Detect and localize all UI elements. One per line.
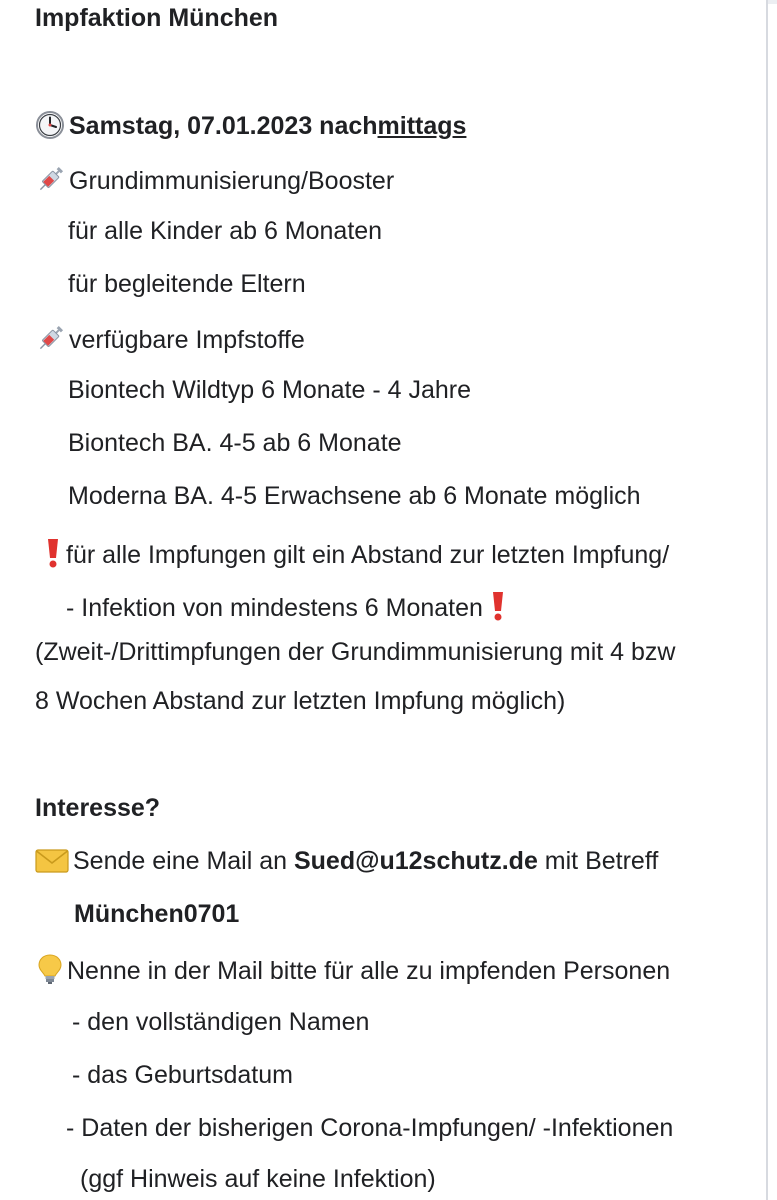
- mail-prefix: Sende eine Mail an: [73, 847, 294, 875]
- mail-line: [35, 846, 658, 877]
- vaccines-heading: verfügbare Impfstoffe: [69, 326, 305, 354]
- vaccination-line: für begleitende Eltern: [68, 270, 306, 298]
- info-item: - den vollständigen Namen: [72, 1008, 370, 1036]
- vaccine-item: Biontech BA. 4-5 ab 6 Monate: [68, 429, 402, 457]
- envelope-icon: [35, 847, 69, 877]
- info-heading: Nenne in der Mail bitte für alle zu impfenden Personen: [67, 957, 671, 985]
- vaccines-heading-line: [35, 322, 305, 355]
- date-text: Samstag, 07.01.2023 nach: [69, 112, 378, 140]
- info-heading-line: [35, 953, 670, 986]
- vaccination-heading: Grundimmunisierung/Booster: [69, 167, 395, 195]
- warning-text-1: für alle Impfungen gilt ein Abstand zur letzten Impfung/: [66, 541, 670, 569]
- vaccine-item: Biontech Wildtyp 6 Monate - 4 Jahre: [68, 376, 471, 404]
- page-title: Impfaktion München: [35, 4, 279, 32]
- mail-subject: München0701: [74, 900, 240, 928]
- info-item: (ggf Hinweis auf keine Infektion): [80, 1165, 436, 1193]
- vaccination-heading-line: [35, 163, 394, 196]
- info-item: - das Geburtsdatum: [72, 1061, 293, 1089]
- warning-text-2: - Infektion von mindestens 6 Monaten: [66, 594, 483, 622]
- note-line-2: 8 Wochen Abstand zur letzten Impfung möglich): [35, 687, 566, 715]
- light-bulb-icon: [35, 953, 65, 983]
- note-line-1: (Zweit-/Drittimpfungen der Grundimmunisierung mit 4 bzw: [35, 638, 676, 666]
- warning-line-2: [66, 590, 511, 623]
- red-exclamation-icon: [40, 537, 62, 567]
- red-exclamation-icon: [485, 590, 507, 620]
- clock-icon: [35, 110, 65, 140]
- mail-address[interactable]: Sued@u12schutz.de: [293, 847, 538, 875]
- syringe-icon: [35, 322, 65, 352]
- syringe-icon: [35, 163, 65, 193]
- date-underlined: mittags: [377, 112, 467, 140]
- warning-line-1: [40, 537, 669, 570]
- date-line: [35, 110, 466, 141]
- info-item: - Daten der bisherigen Corona-Impfungen/ -Infektionen: [66, 1114, 674, 1142]
- vaccine-item: Moderna BA. 4-5 Erwachsene ab 6 Monate möglich: [68, 482, 641, 510]
- interest-heading: Interesse?: [35, 794, 161, 822]
- mail-suffix: mit Betreff: [537, 847, 659, 875]
- vaccination-line: für alle Kinder ab 6 Monaten: [68, 217, 383, 245]
